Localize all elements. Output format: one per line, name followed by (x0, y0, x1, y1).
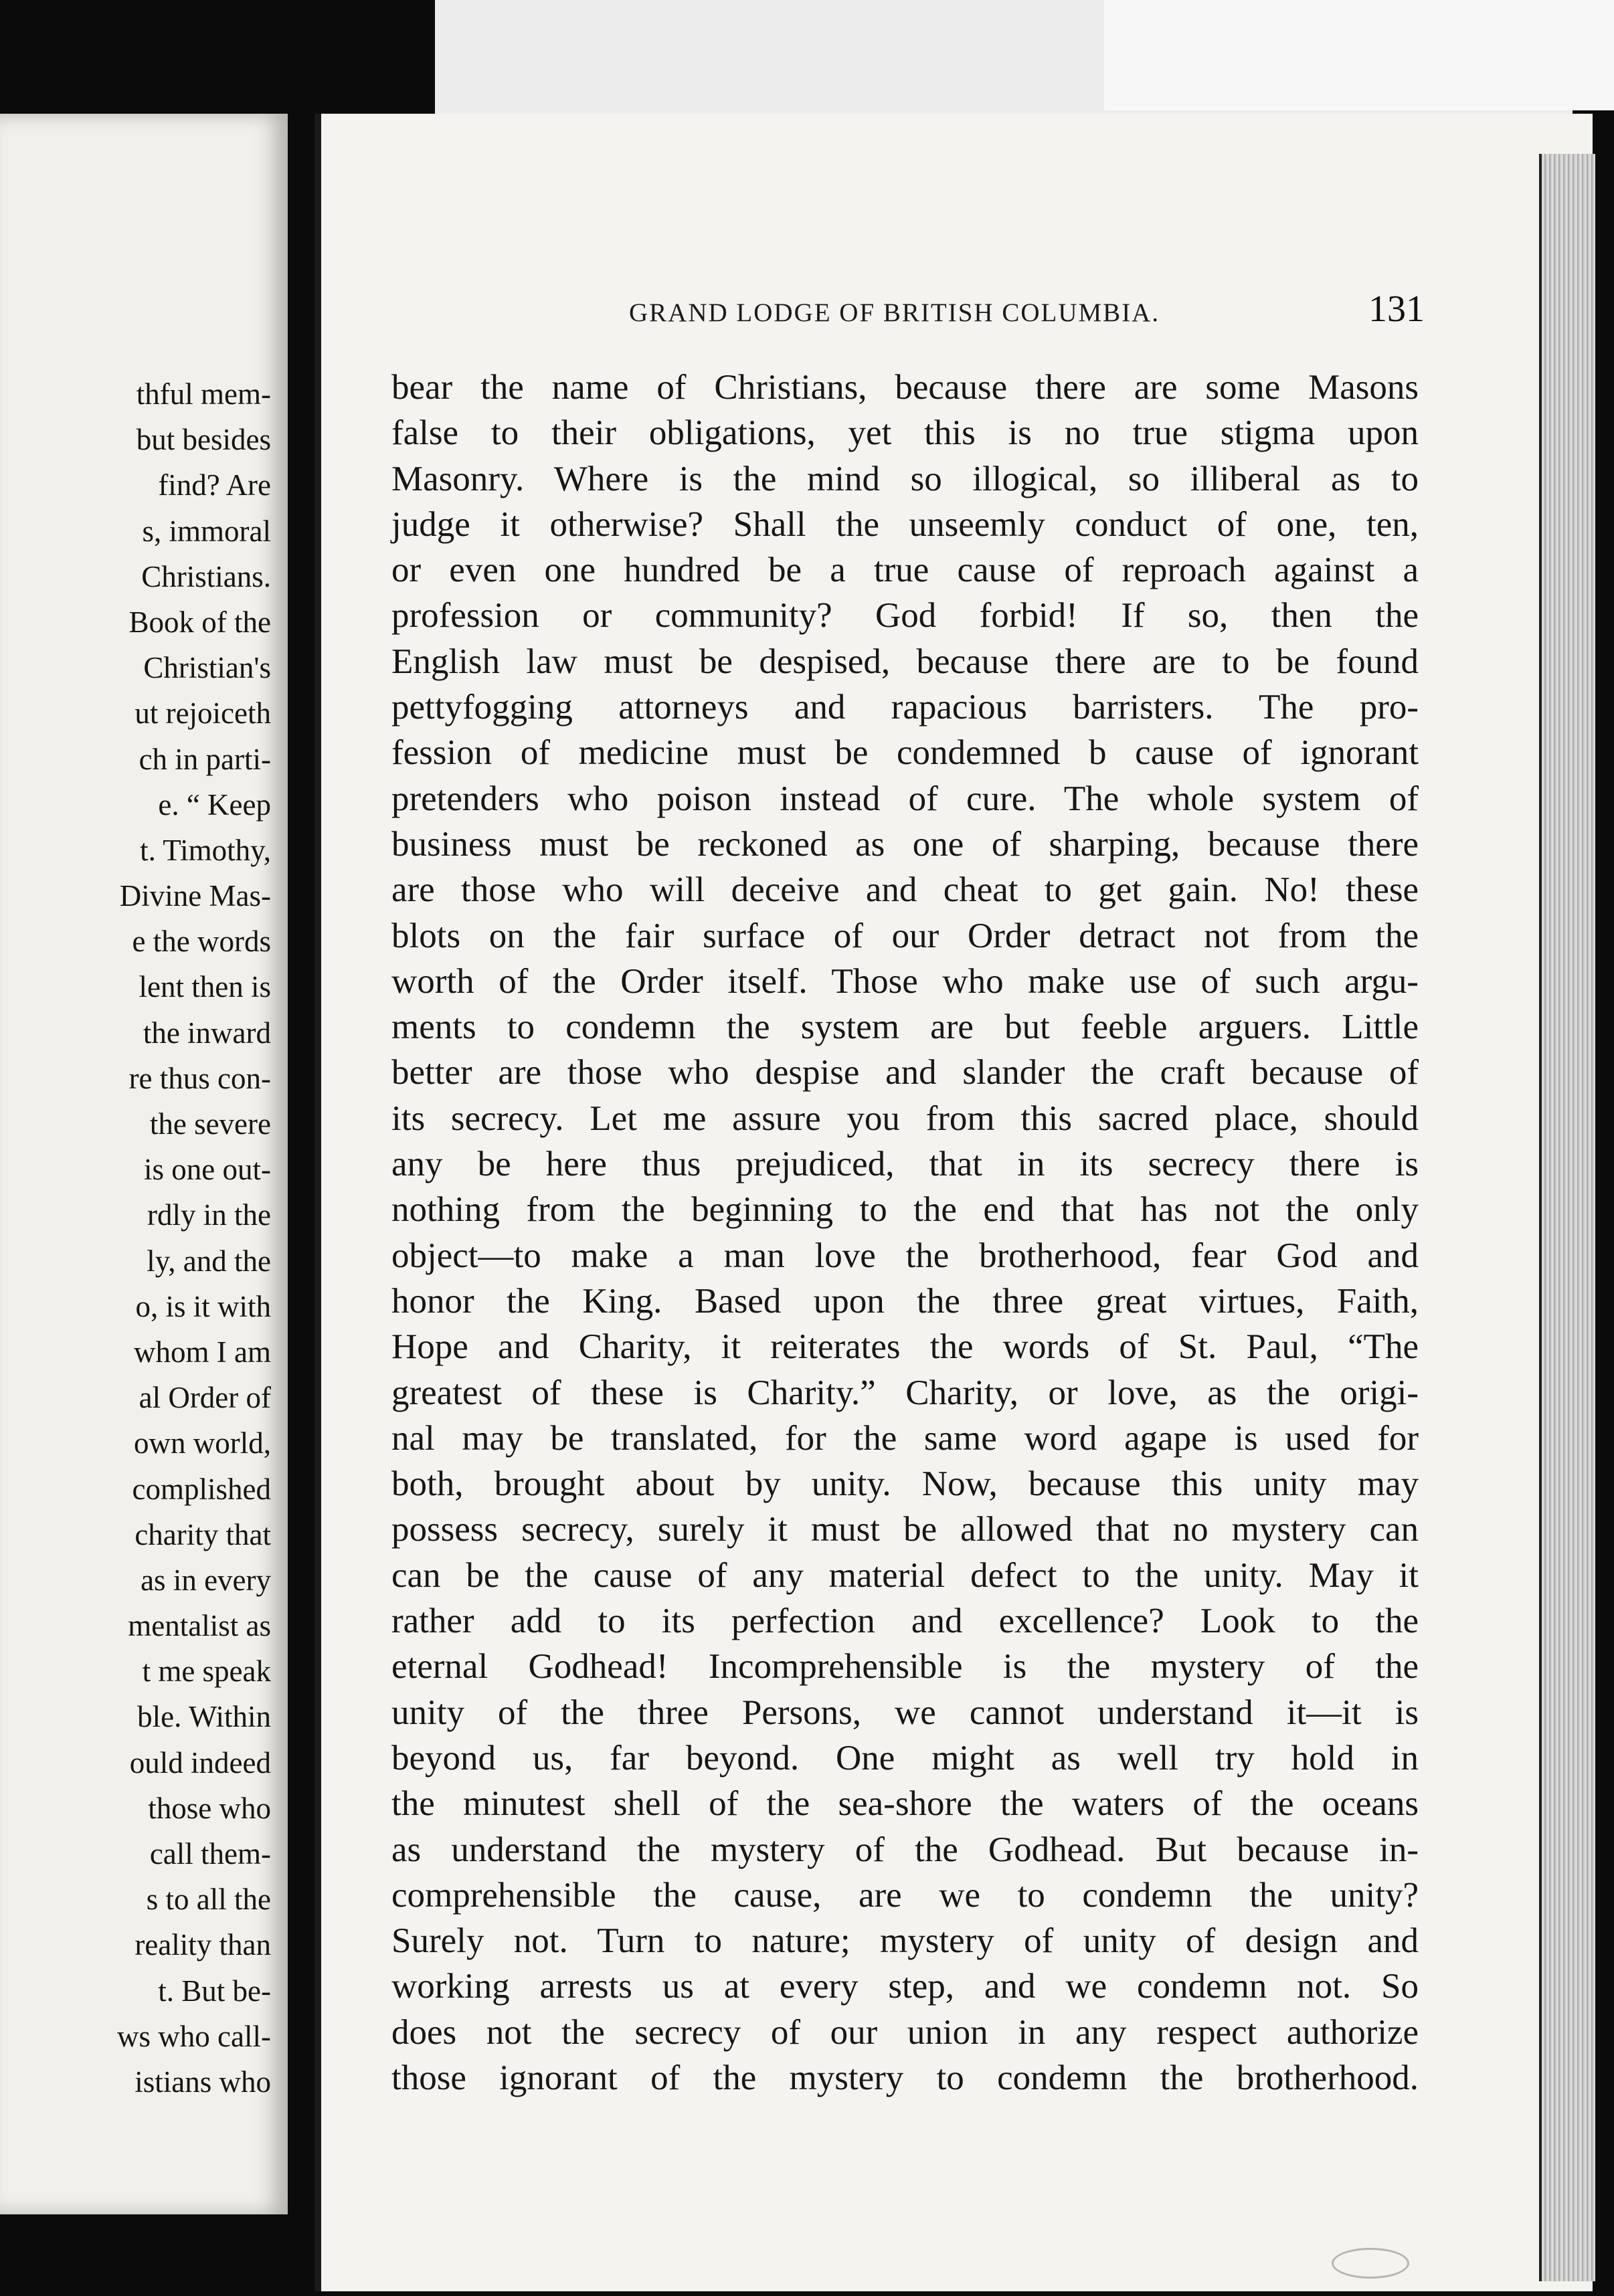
text-line: worth of the Order itself. Those who make use of such argu- (391, 961, 1419, 1001)
left-line: thful mem- (136, 377, 271, 411)
text-line: fession of medicine must be condemned b cause of ignorant (391, 733, 1419, 773)
text-line: pretenders who poison instead of cure. The whole system of (391, 779, 1419, 818)
text-line: Hope and Charity, it reiterates the words of St. Paul, “The (391, 1327, 1419, 1367)
left-line: lent then is (139, 970, 271, 1004)
text-line: business must be reckoned as one of sharping, because there (391, 824, 1419, 864)
text-line: Surely not. Turn to nature; mystery of unity of design and (391, 1921, 1419, 1961)
text-line: unity of the three Persons, we cannot understand it—it is (391, 1693, 1419, 1732)
text-line: honor the King. Based upon the three great virtues, Faith, (391, 1281, 1419, 1321)
left-line: Book of the (128, 605, 271, 639)
running-head: GRAND LODGE OF BRITISH COLUMBIA. (629, 298, 1160, 327)
text-line: pettyfogging attorneys and rapacious barristers. The pro- (391, 688, 1419, 727)
text-line: bear the name of Christians, because there are some Masons (391, 368, 1419, 407)
text-line: nal may be translated, for the same word agape is used for (391, 1418, 1419, 1458)
left-line: re thus con- (128, 1061, 271, 1095)
left-line: Christian's (143, 651, 271, 685)
page-number: 131 (1368, 288, 1425, 330)
left-line: rdly in the (147, 1198, 271, 1232)
text-line: Masonry. Where is the mind so illogical, so illiberal as to (391, 459, 1419, 498)
text-line: working arrests us at every step, and we condemn not. So (391, 1967, 1419, 2006)
left-line: find? Are (158, 468, 271, 502)
text-line: ments to condemn the system are but feeble arguers. Little (391, 1008, 1419, 1047)
left-line: own world, (134, 1426, 271, 1460)
text-line: comprehensible the cause, are we to condemn the unity? (391, 1875, 1419, 1915)
left-line: s, immoral (142, 514, 271, 548)
text-line: judge it otherwise? Shall the unseemly conduct of one, ten, (391, 504, 1419, 544)
left-line: complished (132, 1472, 271, 1506)
text-line: rather add to its perfection and excellence? Look to the (391, 1602, 1419, 1641)
text-line: blots on the fair surface of our Order detract not from the (391, 916, 1419, 955)
left-line: ly, and the (147, 1244, 271, 1278)
left-line: mentalist as (128, 1609, 271, 1643)
text-line: both, brought about by unity. Now, because this unity may (391, 1464, 1419, 1504)
text-line: possess secrecy, surely it must be allowed that no mystery can (391, 1510, 1419, 1549)
text-line: or even one hundred be a true cause of reproach against a (391, 551, 1419, 590)
left-line: e. “ Keep (158, 787, 271, 822)
left-line: t. But be- (158, 1974, 271, 2008)
text-line: can be the cause of any material defect to the unity. May it (391, 1555, 1419, 1595)
left-line: but besides (136, 423, 271, 457)
previous-page-text (0, 371, 271, 2105)
left-line: as in every (141, 1563, 271, 1597)
text-line: English law must be despised, because there are to be found (391, 642, 1419, 681)
text-line: the minutest shell of the sea-shore the waters of the oceans (391, 1784, 1419, 1824)
left-line: al Order of (139, 1381, 271, 1415)
left-line: the severe (149, 1107, 271, 1141)
text-line: false to their obligations, yet this is no true stigma upon (391, 413, 1419, 453)
text-line: beyond us, far beyond. One might as well try hold in (391, 1738, 1419, 1778)
left-line: ble. Within (137, 1700, 271, 1734)
text-line: any be here thus prejudiced, that in its secrecy there is (391, 1145, 1419, 1184)
left-line: e the words (132, 925, 271, 959)
text-line: profession or community? God forbid! If so, then the (391, 596, 1419, 636)
left-line: ws who call- (117, 2019, 271, 2053)
left-line: ch in parti- (139, 742, 271, 776)
left-line: reality than (134, 1928, 271, 1962)
text-line: greatest of these is Charity.” Charity, or love, as the origi- (391, 1373, 1419, 1412)
left-line: ut rejoiceth (134, 696, 271, 731)
text-line: those ignorant of the mystery to condemn the brotherhood. (391, 2058, 1419, 2097)
top-paper-strip (435, 0, 1573, 114)
left-line: the inward (143, 1016, 271, 1050)
left-line: o, is it with (135, 1289, 271, 1323)
bottom-ink-mark (1332, 2248, 1409, 2279)
text-line: nothing from the beginning to the end that has not the only (391, 1190, 1419, 1230)
body-text (391, 365, 1419, 2101)
text-line: are those who will deceive and cheat to get gain. No! these (391, 870, 1419, 910)
text-line: eternal Godhead! Incomprehensible is the mystery of the (391, 1647, 1419, 1687)
left-line: charity that (134, 1517, 271, 1551)
left-line: t me speak (142, 1654, 271, 1689)
left-line: whom I am (134, 1335, 271, 1369)
text-line: as understand the mystery of the Godhead. But because in- (391, 1830, 1419, 1869)
left-line: Christians. (141, 559, 271, 593)
top-paper-tab (1104, 0, 1614, 110)
page-stack-edge (1539, 154, 1595, 2281)
previous-page-fragment (0, 114, 288, 2214)
left-line: call them- (149, 1837, 271, 1871)
left-line: ould indeed (129, 1745, 271, 1780)
text-line: its secrecy. Let me assure you from this sacred place, should (391, 1098, 1419, 1138)
left-line: istians who (134, 2065, 271, 2099)
left-line: those who (148, 1791, 271, 1825)
text-line: does not the secrecy of our union in any respect authorize (391, 2012, 1419, 2052)
text-line: better are those who despise and slander the craft because of (391, 1053, 1419, 1092)
left-line: s to all the (146, 1883, 271, 1917)
left-line: is one out- (144, 1153, 271, 1187)
text-line: object—to make a man love the brotherhood, fear God and (391, 1236, 1419, 1275)
left-line: t. Timothy, (140, 833, 271, 867)
left-line: Divine Mas- (119, 879, 271, 913)
